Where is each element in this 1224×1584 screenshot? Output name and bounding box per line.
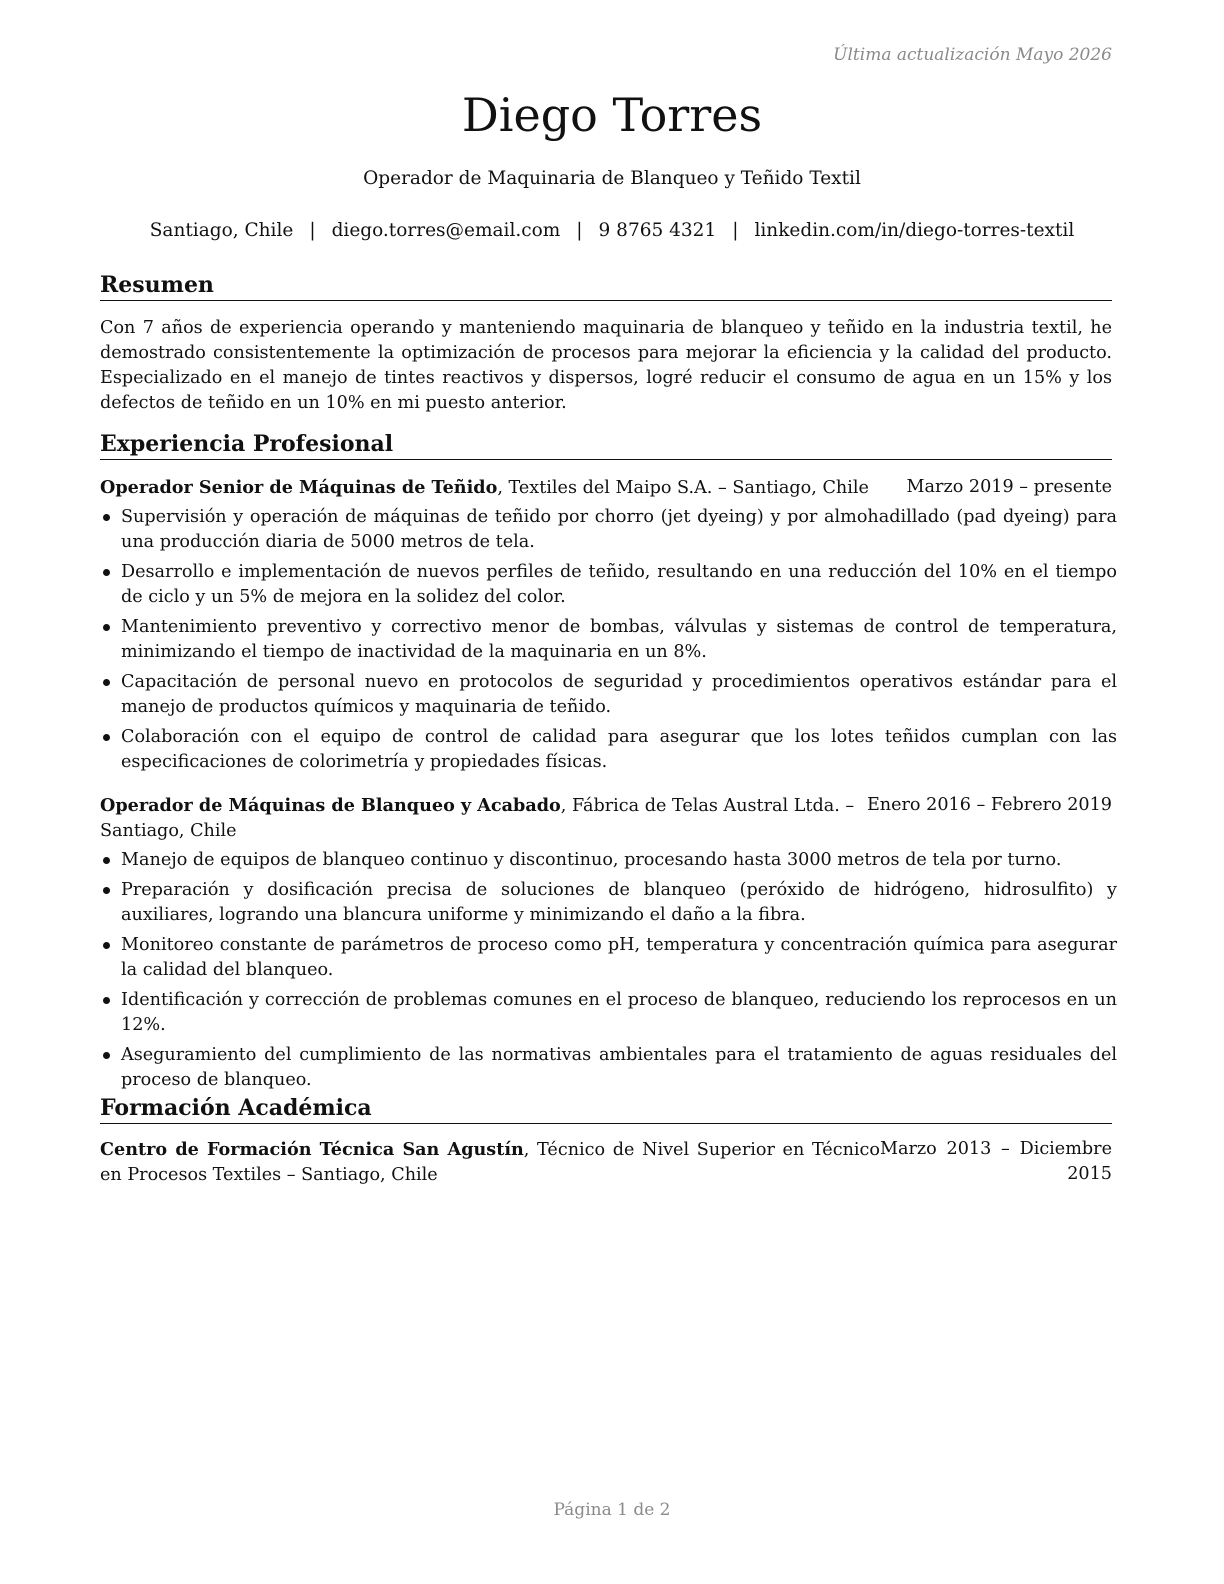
education-institution: Centro de Formación Técnica San Agustín <box>100 1139 524 1160</box>
contact-line <box>0 220 1224 241</box>
list-item: Identificación y corrección de problemas comunes en el proceso de blanqueo, reduciendo los reprocesos en un 12%. <box>100 988 1117 1038</box>
summary-section <box>100 271 1112 416</box>
job-entry <box>100 793 1117 1093</box>
job-bullets <box>100 848 1117 1093</box>
list-item: Aseguramiento del cumplimiento de las normativas ambientales para el tratamiento de aguas residuales del proceso de blanqueo. <box>100 1043 1117 1093</box>
summary-text: Con 7 años de experiencia operando y manteniendo maquinaria de blanqueo y teñido en la industria textil, he demostrado consistentemente la optimización de procesos para mejorar la eficiencia y la calidad del producto. Especializado en el manejo de tintes reactivos y dispersos, logré reducir el consumo de agua en un 15% y los defectos de teñido en un 10% en mi puesto anterior. <box>100 318 1112 413</box>
job-bullets <box>100 505 1117 775</box>
job-title: Operador de Maquinaria de Blanqueo y Teñido Textil <box>363 168 861 189</box>
contact-phone: 9 8765 4321 <box>598 220 717 241</box>
contact-separator: | <box>732 220 739 241</box>
education-institution-details <box>100 1137 880 1188</box>
experience-section <box>100 430 1117 1098</box>
job-role-company <box>100 475 907 501</box>
page-number: Página 1 de 2 <box>553 1500 671 1520</box>
job-header <box>100 475 1112 501</box>
list-item: Colaboración con el equipo de control de calidad para asegurar que los lotes teñidos cumplan con las especificaciones de colorimetría y propiedades físicas. <box>100 725 1117 775</box>
contact-linkedin[interactable]: linkedin.com/in/diego-torres-textil <box>754 220 1075 241</box>
list-item: Manejo de equipos de blanqueo continuo y discontinuo, procesando hasta 3000 metros de tela por turno. <box>100 848 1117 873</box>
job-entry <box>100 475 1117 775</box>
list-item: Monitoreo constante de parámetros de proceso como pH, temperatura y concentración química para asegurar la calidad del blanqueo. <box>100 933 1117 983</box>
list-item: Preparación y dosificación precisa de soluciones de blanqueo (peróxido de hidrógeno, hidrosulfito) y auxiliares, logrando una blancura uniforme y minimizando el daño a la fibra. <box>100 878 1117 928</box>
last-updated: Última actualización Mayo 2026 <box>833 45 1112 65</box>
job-role-company <box>100 793 867 844</box>
list-item: Mantenimiento preventivo y correctivo menor de bombas, válvulas y sistemas de control de temperatura, minimizando el tiempo de inactividad de la maquinaria en un 8%. <box>100 615 1117 665</box>
job-dates: Enero 2016 – Febrero 2019 <box>866 795 1112 815</box>
experience-heading: Experiencia Profesional <box>100 430 1112 460</box>
education-section <box>100 1094 1112 1188</box>
education-dates: Marzo 2013 – Diciembre 2015 <box>880 1139 1112 1184</box>
candidate-name: Diego Torres <box>461 88 763 142</box>
job-company: , Fábrica de Telas Austral Ltda. – Santiago, Chile <box>100 796 855 841</box>
contact-location: Santiago, Chile <box>149 220 294 241</box>
list-item: Capacitación de personal nuevo en protocolos de seguridad y procedimientos operativos estándar para el manejo de productos químicos y maquinaria de teñido. <box>100 670 1117 720</box>
education-entry <box>100 1137 1112 1188</box>
education-details: , Técnico de Nivel Superior en Técnico en Procesos Textiles – Santiago, Chile <box>100 1140 880 1185</box>
job-dates: Marzo 2019 – presente <box>906 477 1112 497</box>
contact-separator: | <box>309 220 316 241</box>
list-item: Desarrollo e implementación de nuevos perfiles de teñido, resultando en una reducción del 10% en el tiempo de ciclo y un 5% de mejora en la solidez del color. <box>100 560 1117 610</box>
job-role: Operador de Máquinas de Blanqueo y Acabado <box>100 795 561 816</box>
contact-email[interactable]: diego.torres@email.com <box>331 220 561 241</box>
education-heading: Formación Académica <box>100 1094 1112 1124</box>
job-company: , Textiles del Maipo S.A. – Santiago, Chile <box>497 478 869 498</box>
job-header <box>100 793 1112 844</box>
job-role: Operador Senior de Máquinas de Teñido <box>100 477 498 498</box>
list-item: Supervisión y operación de máquinas de teñido por chorro (jet dyeing) y por almohadillado (pad dyeing) para una producción diaria de 5000 metros de tela. <box>100 505 1117 555</box>
contact-separator: | <box>576 220 583 241</box>
summary-heading: Resumen <box>100 271 1112 301</box>
